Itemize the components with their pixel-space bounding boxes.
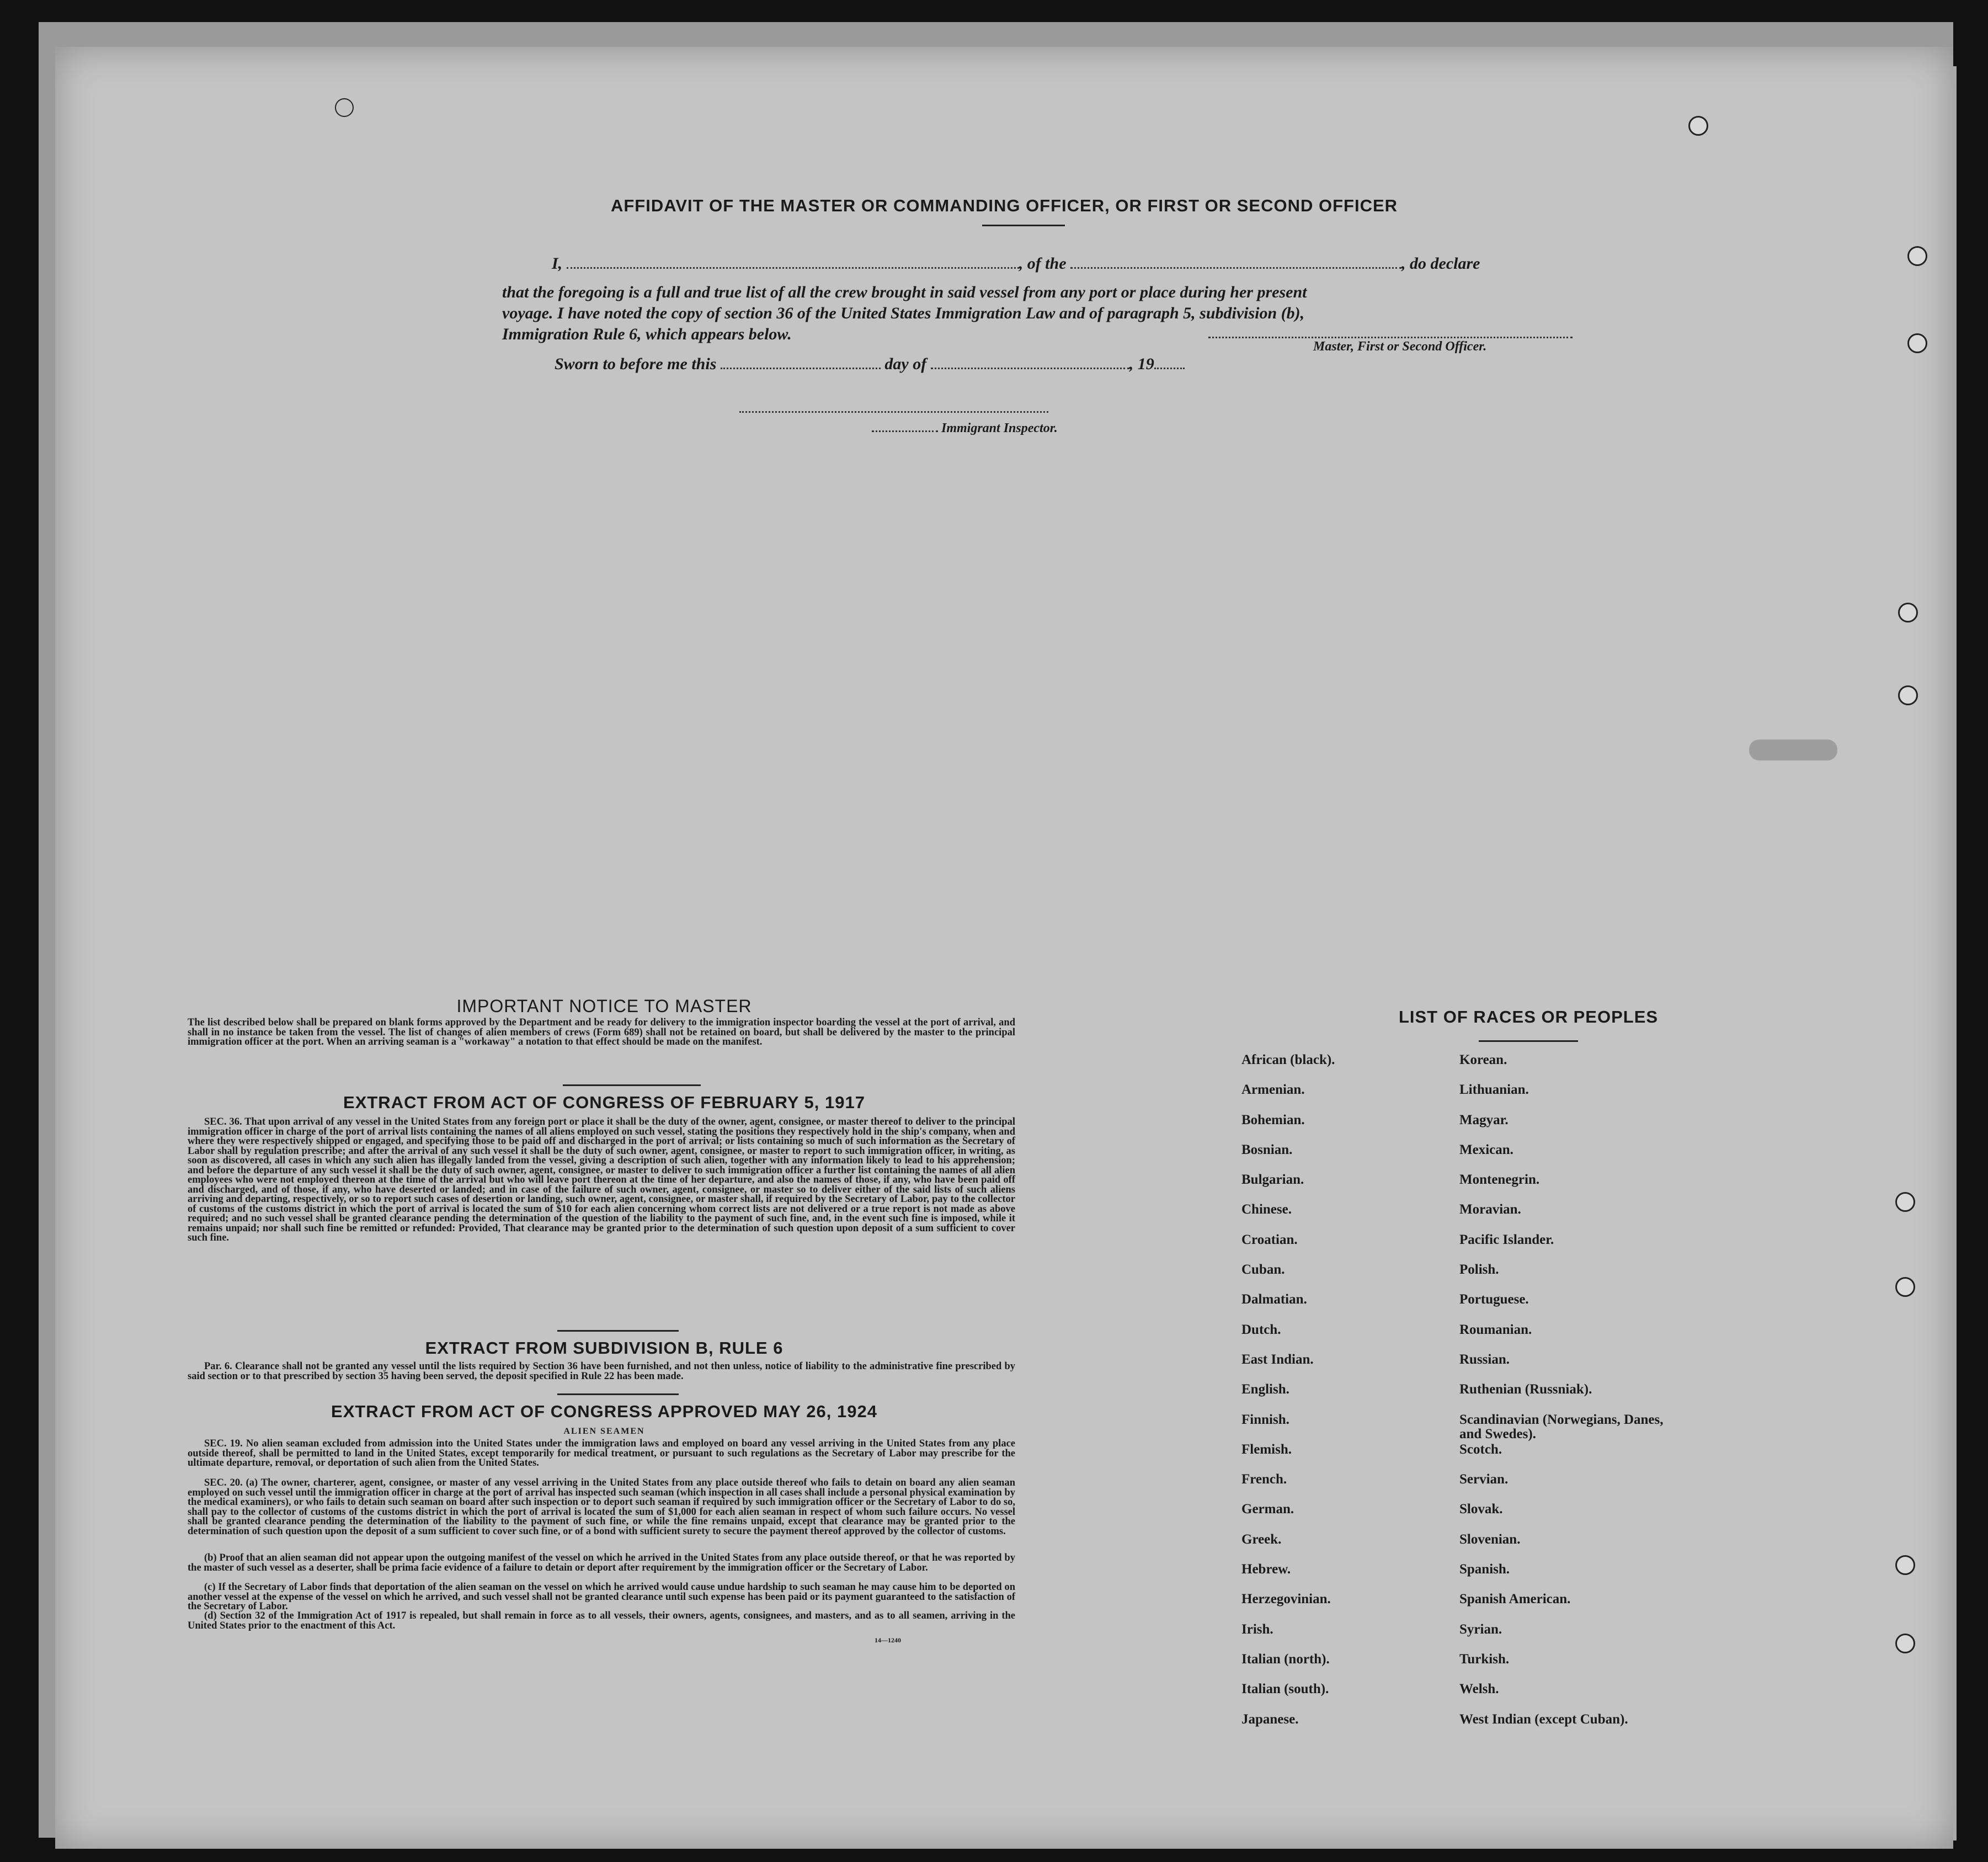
race-item: French.: [1241, 1472, 1287, 1487]
race-item: Cuban.: [1241, 1262, 1285, 1278]
title-rule: [982, 225, 1065, 226]
declaration-line-1: [552, 254, 1617, 273]
race-item: Scotch.: [1459, 1441, 1502, 1457]
race-item: Russian.: [1459, 1352, 1510, 1367]
race-item: Dutch.: [1241, 1322, 1281, 1337]
declaration-line-3: voyage. I have noted the copy of section 36 of the United States Immigration Law and of paragraph 5, subdivision (b),: [502, 304, 1305, 322]
of-the-label: , of the: [1019, 254, 1067, 273]
race-item: Greek.: [1241, 1531, 1282, 1547]
bleed-through-text: [623, 789, 627, 804]
race-item: Finnish.: [1241, 1412, 1289, 1427]
alien-seamen-subtitle: ALIEN SEAMEN: [563, 1427, 645, 1436]
race-item: Bosnian.: [1241, 1142, 1293, 1157]
binder-hole-icon: [1688, 116, 1708, 136]
notice-title: IMPORTANT NOTICE TO MASTER: [456, 996, 752, 1016]
extract-rule6-title: EXTRACT FROM SUBDIVISION B, RULE 6: [425, 1338, 784, 1358]
binder-hole-icon: [1895, 1555, 1915, 1575]
affidavit-title: AFFIDAVIT OF THE MASTER OR COMMANDING OFFICER, OR FIRST OR SECOND OFFICER: [610, 196, 1398, 215]
race-item: Roumanian.: [1459, 1322, 1532, 1337]
race-item: Flemish.: [1241, 1441, 1292, 1457]
binder-hole-icon: [1895, 1277, 1915, 1297]
inspector-signature-line[interactable]: [739, 406, 1048, 413]
race-item: Slovak.: [1459, 1502, 1503, 1517]
vessel-name-field[interactable]: [1070, 257, 1401, 269]
declarant-name-field[interactable]: [567, 257, 1019, 269]
race-item: Bohemian.: [1241, 1112, 1305, 1127]
sec20b-body: (b) Proof that an alien seaman did not appear upon the outgoing manifest of the vessel on which he arrived in the United States from any place outside thereof, or that he was reported by the master of such vessel as a deserter, shall be prima facie evidence of a failure to detain or deport after requirement by the immigration officer or the Secretary of Labor.: [188, 1552, 1015, 1573]
sec19-body: SEC. 19. No alien seaman excluded from admission into the United States under the immigration laws and employed on board any vessel arriving in the United States from any place outside thereof, shall be permitted to land in the United States, except temporarily for medical treatment, or pursuant to such regulations as the Secretary of Labor may prescribe for the ultimate departure, removal, or deportation of such alien from the United States.: [188, 1438, 1015, 1469]
extract-rule6-rule: [557, 1393, 679, 1395]
race-item: Slovenian.: [1459, 1531, 1521, 1547]
race-item: Spanish American.: [1459, 1592, 1571, 1607]
notice-rule: [563, 1084, 701, 1086]
race-item: Irish.: [1241, 1621, 1273, 1637]
document-page: [55, 47, 1953, 1849]
declarant-prefix: I,: [552, 254, 563, 273]
sworn-label: Sworn to before me this: [555, 355, 717, 373]
master-signature-label: Master, First or Second Officer.: [1313, 339, 1487, 354]
race-item: Hebrew.: [1241, 1562, 1291, 1577]
race-item: Italian (south).: [1241, 1682, 1329, 1697]
day-of-label: day of: [884, 355, 927, 373]
race-item: Japanese.: [1241, 1711, 1299, 1727]
declaration-line-4: Immigration Rule 6, which appears below.: [502, 325, 792, 343]
race-item: Chinese.: [1241, 1202, 1292, 1217]
sec20a-body: SEC. 20. (a) The owner, charterer, agent, consignee, or master of any vessel arriving in the United States from any place outside thereof who fails to detain on board any alien seaman employed on such vessel until the immigration officer in charge at the port of arrival has inspected such seaman (which inspection in all cases shall include a personal physical examination by the medical examiners), or who fails to detain such seaman on board after such inspection or to deport such seaman if required by such immigration officer or the Secretary of Labor to do so, shall pay to the collector of customs of the customs district in which the port of arrival is located the sum of $1,000 for each alien seaman in respect of whom such failure occurs. No vessel shall be granted clearance pending the determination of the liability to the payment of such fine, or while the fine remains unpaid, except that clearance may be granted prior to the determination of such question upon the deposit of a sum sufficient to cover such fine, or of a bond with sufficient surety to secure the payment thereof approved by the collector of customs.: [188, 1477, 1015, 1537]
sec20d-body: (d) Section 32 of the Immigration Act of 1917 is repealed, but shall remain in force as to all vessels, their owners, agents, consignees, and masters, and as to all seamen, arriving in the United States prior to the enactment of this Act.: [188, 1610, 1015, 1631]
race-item: Lithuanian.: [1459, 1082, 1529, 1098]
smudge-mark: [1749, 740, 1837, 760]
race-item: Turkish.: [1459, 1651, 1510, 1667]
race-item: Portuguese.: [1459, 1292, 1529, 1307]
year-prefix: , 19: [1129, 355, 1154, 373]
race-item: Pacific Islander.: [1459, 1232, 1554, 1247]
race-item: Armenian.: [1241, 1082, 1305, 1098]
binder-hole-icon: [1898, 685, 1918, 705]
race-item: Polish.: [1459, 1262, 1499, 1278]
declare-label: , do declare: [1401, 254, 1480, 273]
sworn-day-field[interactable]: [721, 358, 881, 369]
race-item: Italian (north).: [1241, 1651, 1330, 1667]
race-item: Servian.: [1459, 1472, 1509, 1487]
binder-hole-icon: [1907, 246, 1927, 266]
extract-1924-title: EXTRACT FROM ACT OF CONGRESS APPROVED MAY 26, 1924: [331, 1402, 877, 1421]
race-item: Spanish.: [1459, 1562, 1510, 1577]
race-item: Mexican.: [1459, 1142, 1513, 1157]
race-item: African (black).: [1241, 1052, 1335, 1067]
binder-hole-icon: [1907, 333, 1927, 353]
races-right-column: [1459, 1053, 1669, 1742]
race-item: Dalmatian.: [1241, 1292, 1307, 1307]
inspector-prefix-line: [872, 424, 938, 432]
races-title: LIST OF RACES OR PEOPLES: [1398, 1007, 1659, 1026]
race-item: Croatian.: [1241, 1232, 1298, 1247]
extract-1917-rule: [557, 1330, 679, 1332]
race-item: Moravian.: [1459, 1202, 1521, 1217]
race-item: Korean.: [1459, 1052, 1507, 1067]
race-item: Ruthenian (Russniak).: [1459, 1382, 1592, 1397]
extract-1917-title: EXTRACT FROM ACT OF CONGRESS OF FEBRUARY 5, 1917: [343, 1093, 865, 1112]
binder-hole-icon: [1898, 603, 1918, 623]
declaration-line-2: that the foregoing is a full and true list of all the crew brought in said vessel from any port or place during her present: [502, 283, 1307, 301]
binder-hole-icon: [1895, 1634, 1915, 1653]
races-left-column: [1241, 1053, 1451, 1742]
sworn-year-field[interactable]: [1154, 358, 1185, 369]
race-item: Herzegovinian.: [1241, 1592, 1331, 1607]
race-item: Magyar.: [1459, 1112, 1509, 1127]
race-item: West Indian (except Cuban).: [1459, 1711, 1628, 1727]
sec20c-body: (c) If the Secretary of Labor finds that deportation of the alien seaman on the vessel on which he arrived would cause undue hardship to such seaman he may cause him to be deported on another vessel at the expense of the vessel on which he arrived, and such vessel shall not be granted clearance until such expense has been paid or its payment guaranteed to the satisfaction of the Secretary of Labor.: [188, 1582, 1015, 1612]
race-item: English.: [1241, 1382, 1289, 1397]
inspector-signature-label: [872, 421, 1092, 436]
sworn-month-field[interactable]: [931, 358, 1129, 369]
punch-mark-icon: [335, 98, 354, 117]
notice-body: The list described below shall be prepared on blank forms approved by the Department and be ready for delivery to the immigration inspector boarding the vessel at the port of arrival, and shall in no instance be taken from the vessel. The list of changes of alien members of crews (Form 689) shall not be retained on board, but shall be delivered by the master to the principal immigration officer at the port. When an arriving seaman is a "workaway" a notation to that effect should be made on the manifest.: [188, 1017, 1015, 1047]
sworn-line: [555, 355, 1382, 374]
race-item: Bulgarian.: [1241, 1172, 1304, 1188]
race-item: East Indian.: [1241, 1352, 1314, 1367]
extract-rule6-body: Par. 6. Clearance shall not be granted any vessel until the lists required by Section 36 have been furnished, and not then unless, notice of liability to the administrative fine prescribed by said section or to that prescribed by section 35 having been served, the deposit specified in Rule 22 has been made.: [188, 1361, 1015, 1382]
race-item: Welsh.: [1459, 1682, 1499, 1697]
binder-hole-icon: [1895, 1192, 1915, 1212]
race-item: Scandinavian (Norwegians, Danes, and Swedes).: [1459, 1412, 1664, 1441]
race-item: Montenegrin.: [1459, 1172, 1540, 1188]
inspector-label: Immigrant Inspector.: [941, 421, 1058, 435]
race-item: German.: [1241, 1502, 1294, 1517]
race-item: Syrian.: [1459, 1621, 1502, 1637]
form-number: 14—1240: [875, 1636, 901, 1644]
extract-1917-body: SEC. 36. That upon arrival of any vessel in the United States from any foreign port or place it shall be the duty of the owner, agent, consignee, or master thereof to deliver to the principal immigration officer in charge of the port of arrival lists containing the names of all aliens employed on such vessel, stating the positions they respectively hold in the ship's company, when and where they were respectively shipped or engaged, and specifying those to be paid off and discharged in the port of arrival; or lists containing so much of such information as the Secretary of Labor shall by regulation prescribe; and after the arrival of any such vessel it shall be the duty of such owner, agent, consignee, or master to report to such immigration officer, in writing, as soon as discovered, all cases in which any such alien has illegally landed from the vessel, giving a description of such alien, together with any information likely to lead to his apprehension; and before the departure of any such vessel it shall be the duty of such owner, agent, consignee, or master to deliver to such immigration officer a further list containing the names of all alien employees who were not employed thereon at the time of the arrival but who will leave port thereon at the time of her departure, and also the names of those, if any, who have been paid off and discharged, and of those, if any, who have deserted or landed; and in case of the failure of such owner, agent, consignee, or master so to deliver either of the said lists of such aliens arriving and departing, respectively, or so to report such cases of desertion or landing, such owner, agent, consignee, or master shall, if required by the Secretary of Labor, pay to the collector of customs of the customs district in which the port of arrival is located the sum of $10 for each alien concerning whom correct lists are not delivered or a true report is not made as above required; and no such vessel shall be granted clearance pending the determination of the question of the liability to the payment of such fine, and, in the event such fine is imposed, while it remains unpaid; nor shall such fine be remitted or refunded: Provided, That clearance may be granted prior to the determination of such question upon deposit of a sum sufficient to cover such fine.: [188, 1116, 1015, 1243]
master-signature-line[interactable]: [1208, 331, 1573, 338]
races-rule: [1479, 1040, 1578, 1042]
